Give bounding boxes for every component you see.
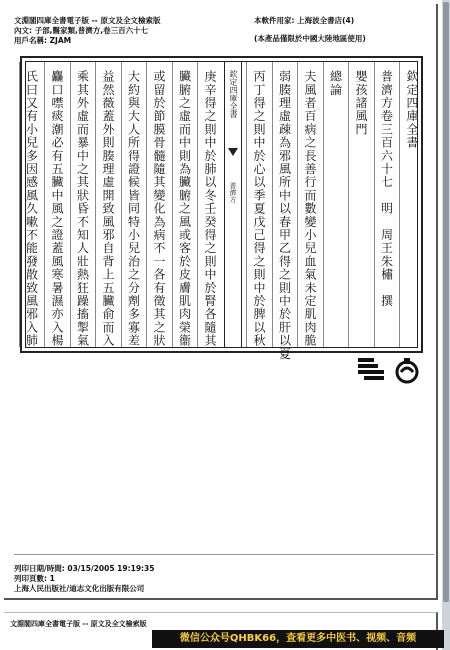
header-licensee: 本軟件用家: 上海波全書店(4) (254, 16, 355, 25)
fishtail-mark-icon (228, 148, 238, 156)
book-page-frame (20, 56, 423, 361)
header-content-path: 內文: 子部,醫家類,普濟方,卷三百六十七 (14, 26, 149, 35)
text-column: 總論 (328, 70, 343, 97)
text-column: 乘其外虛而暴中之其狀昏不知人壯熱狂躁搐掣氣 (75, 70, 90, 348)
scrollbar-thumb[interactable] (443, 2, 449, 602)
header-region-note: (本產品僅限於中國大陸地區使用) (254, 34, 366, 43)
text-column: 大約與大人所得證候皆同特小兒治之分劑多寡差 (126, 70, 141, 348)
column-rule (399, 62, 400, 347)
center-title: 欽定四庫全書 (229, 70, 238, 118)
text-column: 益然薇蓋外則腠理虛開致風邪自背上五臟俞而入 (101, 70, 115, 348)
column-rule (70, 62, 71, 347)
column-rule (19, 62, 20, 347)
text-column: 普濟方卷三百六十七 明 周王朱橚 撰 (379, 70, 394, 308)
text-column: 庚辛得之則中於肺以冬壬癸得之則中於腎各隨其 (203, 70, 217, 348)
column-rule (374, 62, 375, 347)
text-column: 氏曰又有小兒多因感風久嗽不能發散致風邪入肺 (24, 70, 39, 348)
text-column: 嬰孩諸風門 (354, 70, 368, 136)
page-center-fold (224, 62, 242, 347)
column-rule (197, 62, 198, 347)
text-column: 臟腑之虛而中則為臟腑之風或客於皮膚肌肉榮衞 (177, 70, 192, 348)
header-edition: 文淵閣四庫全書電子版 -- 原文及全文檢索版 (14, 16, 161, 25)
text-column: 或留於節膜骨髓隨其變化為病不一各有徵其之狀 (152, 70, 166, 348)
column-rule (146, 62, 147, 347)
column-rule (348, 62, 349, 347)
header-user: 用戶名稱: ZJAM (14, 36, 72, 45)
print-timestamp: 列印日期/時間: 03/15/2005 19:19:35 (14, 564, 155, 573)
column-rule (121, 62, 122, 347)
footer-divider (14, 554, 434, 555)
next-page-header: 文淵閣四庫全書電子版 -- 原文及全文檢索版 (10, 620, 147, 628)
column-rule (172, 62, 173, 347)
text-column: 欽定四庫全書 (405, 70, 419, 150)
text-column: 弱腠理虛疎為邪風所中以春甲乙得之則中於肝以夏 (277, 70, 292, 361)
book-page-inner-frame (24, 61, 419, 361)
publisher-logo-icon (356, 356, 386, 382)
column-rule (272, 62, 273, 347)
text-column: 夫風者百病之長善行而數變小兒血氣未定肌肉脆 (303, 70, 317, 348)
promo-banner: 微信公众号QHBK66，查看更多中医书、视频、音频 (152, 630, 444, 648)
column-rule (297, 62, 298, 347)
page-sheet (4, 4, 438, 600)
vertical-scrollbar[interactable] (442, 0, 450, 650)
center-subtitle: 普濟方 (229, 182, 237, 203)
column-rule (44, 62, 45, 347)
distributor-logo-icon (392, 356, 422, 384)
print-page-count: 列印頁數: 1 (14, 574, 55, 583)
column-rule (246, 62, 247, 347)
column-rule (95, 62, 96, 347)
column-rule (323, 62, 324, 347)
text-column: 麤口噤痰潮必有五臟中風之證蓋風寒暑濕亦入楊 (50, 70, 64, 348)
publisher-credit: 上海人民出版社/迪志文化出版有限公司 (14, 584, 145, 593)
text-column: 丙丁得之則中於心以季夏戊己得之則中於脾以秋 (252, 70, 266, 348)
